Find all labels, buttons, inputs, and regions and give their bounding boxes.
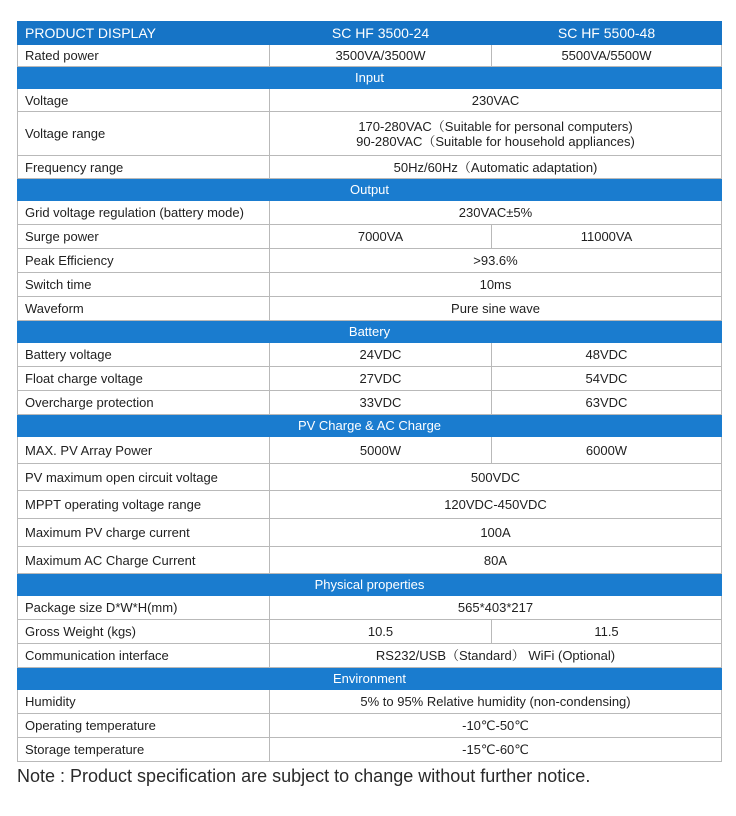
row-value: 80A [270,547,722,574]
header-row [18,22,722,45]
row-label: Battery voltage [18,343,270,367]
spec-sheet [17,21,721,762]
table-row [18,201,722,225]
row-value: -10℃-50℃ [270,714,722,738]
table-row [18,225,722,249]
table-row [18,491,722,519]
table-row [18,273,722,297]
row-value [270,112,722,156]
row-value: 5% to 95% Relative humidity (non-condensing) [270,690,722,714]
table-row [18,690,722,714]
row-label: Frequency range [18,156,270,179]
table-row [18,547,722,574]
table-row [18,343,722,367]
row-value-model-2: 54VDC [492,367,722,391]
row-label: Waveform [18,297,270,321]
section-title: Output [18,179,722,201]
row-label: Storage temperature [18,738,270,762]
row-label: Humidity [18,690,270,714]
row-value-model-2: 11000VA [492,225,722,249]
row-label: Rated power [18,45,270,67]
row-label: Peak Efficiency [18,249,270,273]
voltage-range-line-1: 170-280VAC（Suitable for personal computers) [358,118,633,134]
section-title: PV Charge & AC Charge [18,415,722,437]
row-value: >93.6% [270,249,722,273]
section-title: Environment [18,668,722,690]
row-value: -15℃-60℃ [270,738,722,762]
row-label: Maximum AC Charge Current [18,547,270,574]
table-row [18,437,722,464]
section-header-output [18,179,722,201]
row-value: 565*403*217 [270,596,722,620]
table-row [18,391,722,415]
row-label: Package size D*W*H(mm) [18,596,270,620]
table-row [18,156,722,179]
table-row [18,45,722,67]
row-label: MPPT operating voltage range [18,491,270,519]
row-label: Surge power [18,225,270,249]
row-value-model-1: 33VDC [270,391,492,415]
row-value-model-2: 11.5 [492,620,722,644]
table-row [18,714,722,738]
table-row [18,738,722,762]
row-label: Overcharge protection [18,391,270,415]
row-label: MAX. PV Array Power [18,437,270,464]
header-model-1: SC HF 3500-24 [270,22,492,45]
row-value-model-2: 5500VA/5500W [492,45,722,67]
row-value: RS232/USB（Standard） WiFi (Optional) [270,644,722,668]
row-value: 120VDC-450VDC [270,491,722,519]
header-title: PRODUCT DISPLAY [18,22,270,45]
section-header-pv [18,415,722,437]
footnote: Note : Product specification are subject to change without further notice. [17,766,591,786]
row-value: Pure sine wave [270,297,722,321]
row-value: 50Hz/60Hz（Automatic adaptation) [270,156,722,179]
section-title: Battery [18,321,722,343]
row-value-model-1: 7000VA [270,225,492,249]
row-value: 10ms [270,273,722,297]
row-value: 500VDC [270,464,722,491]
row-label: Switch time [18,273,270,297]
row-value: 100A [270,519,722,547]
row-value-model-1: 10.5 [270,620,492,644]
table-row [18,519,722,547]
section-header-environment [18,668,722,690]
table-row [18,249,722,273]
section-title: Input [18,67,722,89]
row-label: PV maximum open circuit voltage [18,464,270,491]
row-label: Float charge voltage [18,367,270,391]
spec-table [17,21,722,762]
row-value: 230VAC±5% [270,201,722,225]
row-value-model-2: 6000W [492,437,722,464]
table-row [18,89,722,112]
section-title: Physical properties [18,574,722,596]
table-row [18,112,722,156]
section-header-input [18,67,722,89]
row-label: Gross Weight (kgs) [18,620,270,644]
table-row [18,464,722,491]
header-model-2: SC HF 5500-48 [492,22,722,45]
row-value-model-2: 48VDC [492,343,722,367]
table-row [18,297,722,321]
row-value-model-1: 5000W [270,437,492,464]
row-value-model-1: 24VDC [270,343,492,367]
table-row [18,620,722,644]
row-label: Communication interface [18,644,270,668]
table-row [18,644,722,668]
table-row [18,596,722,620]
row-value-model-1: 27VDC [270,367,492,391]
row-value-model-1: 3500VA/3500W [270,45,492,67]
row-label: Operating temperature [18,714,270,738]
table-row [18,367,722,391]
section-header-physical [18,574,722,596]
row-value-model-2: 63VDC [492,391,722,415]
row-label: Voltage range [18,112,270,156]
voltage-range-line-2: 90-280VAC（Suitable for household appliances) [356,133,635,149]
section-header-battery [18,321,722,343]
row-value: 230VAC [270,89,722,112]
row-label: Voltage [18,89,270,112]
row-label: Maximum PV charge current [18,519,270,547]
row-label: Grid voltage regulation (battery mode) [18,201,270,225]
